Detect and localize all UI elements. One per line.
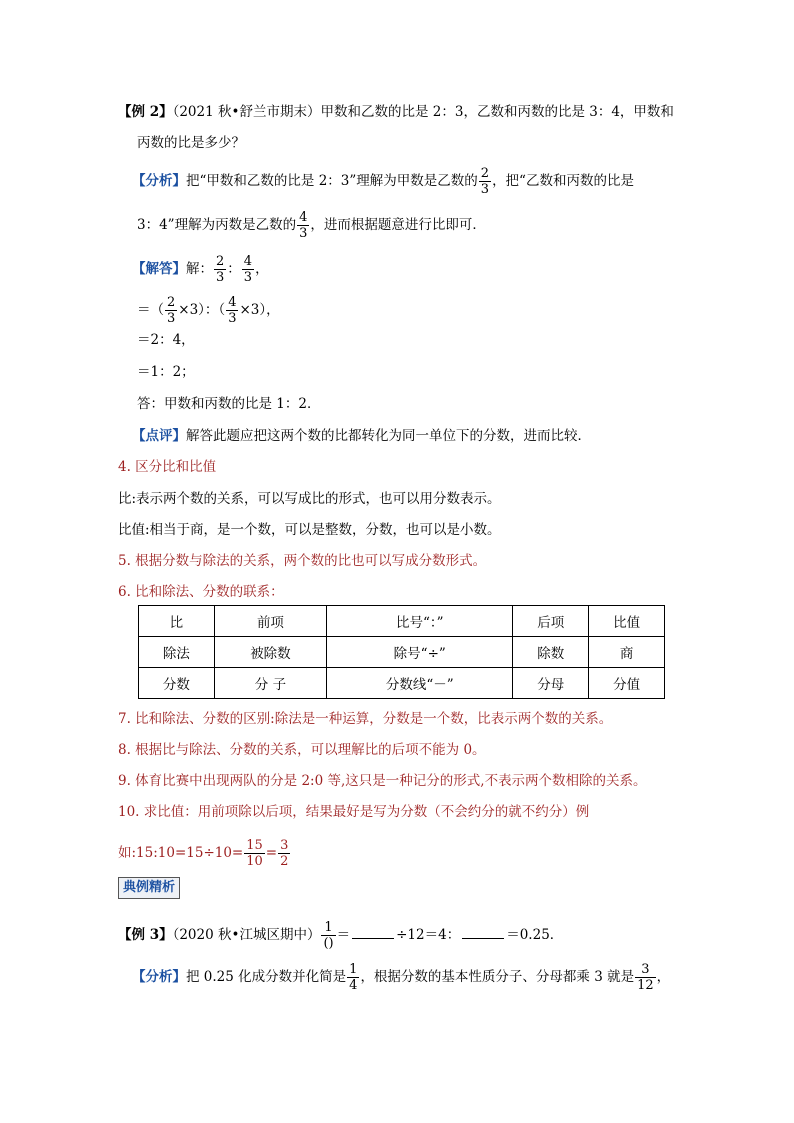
example2-question-line2 bbox=[137, 133, 245, 153]
analysis-text-4: ，进而根据题意进行比即可． bbox=[310, 217, 486, 233]
table-cell: 比值 bbox=[589, 606, 665, 637]
fraction-3-12: $\frac{3}{12}$ bbox=[637, 962, 654, 993]
table-row bbox=[139, 606, 665, 637]
example3-question bbox=[118, 920, 563, 951]
point-10-line1: 10. 求比值：用前项除以后项，结果最好是写为分数（不会约分的就不约分）例 bbox=[118, 804, 590, 820]
comma: ， bbox=[255, 261, 269, 277]
point-9: 9. 体育比赛中出现两队的分是 2:0 等,这只是一种记分的形式,不表示两个数相除的关系。 bbox=[118, 773, 647, 789]
example2-comment bbox=[132, 426, 591, 446]
times-3-end: ×3）， bbox=[239, 302, 280, 318]
answer-blank-1[interactable] bbox=[352, 926, 394, 939]
table-cell: 比 bbox=[139, 606, 215, 637]
point-4-bizhi: 比值:相当于商，是一个数，可以是整数，分数，也可以是小数。 bbox=[118, 522, 501, 538]
example2-step2: ＝2：4， bbox=[137, 332, 195, 348]
table-cell: 商 bbox=[589, 637, 665, 668]
equals: = bbox=[265, 845, 278, 861]
analysis-text-2: ，把“乙数和丙数的比是 bbox=[492, 173, 634, 189]
table-cell: 后项 bbox=[513, 606, 589, 637]
example2-label: 【例 2】 bbox=[118, 104, 173, 120]
equals-2: ＝0.25． bbox=[506, 927, 564, 943]
point-8: 8. 根据比与除法、分数的关系，可以理解比的后项不能为 0。 bbox=[118, 742, 486, 758]
table-cell: 分母 bbox=[513, 668, 589, 699]
example-calc: 如:15:10=15÷10= bbox=[118, 845, 244, 861]
example3-source: （2020 秋•江城区期中） bbox=[172, 927, 321, 943]
example3-analysis bbox=[132, 962, 670, 993]
fraction-1-blank: $\frac{1}{()}$ bbox=[323, 920, 334, 951]
example2-final-answer: 答：甲数和丙数的比是 1：2． bbox=[137, 396, 321, 412]
divide-12: ÷12＝4： bbox=[396, 927, 461, 943]
fraction-4-3: $\frac{4}{3}$ bbox=[228, 295, 237, 326]
analysis-text: 把 0.25 化成分数并化简是 bbox=[186, 969, 347, 985]
comment-text: 解答此题应把这两个数的比都转化为同一单位下的分数，进而比较． bbox=[186, 428, 591, 444]
answer-prefix: 解： bbox=[186, 261, 213, 277]
table-row bbox=[139, 668, 665, 699]
table-cell: 除数 bbox=[513, 637, 589, 668]
table-cell: 分数线“－” bbox=[327, 668, 513, 699]
fraction-2-3: $\frac{2}{3}$ bbox=[480, 166, 490, 197]
step1-open: ＝（ bbox=[137, 302, 164, 318]
example2-answer-line1 bbox=[132, 254, 269, 285]
example2-analysis-line1 bbox=[132, 166, 634, 197]
table-cell: 分数 bbox=[139, 668, 215, 699]
table-cell: 比号“：” bbox=[327, 606, 513, 637]
analysis-tag: 【分析】 bbox=[132, 173, 186, 189]
table-cell: 除法 bbox=[139, 637, 215, 668]
point-4-bi: 比:表示两个数的关系，可以写成比的形式，也可以用分数表示。 bbox=[118, 491, 501, 507]
relation-table-body bbox=[139, 606, 665, 699]
section-tag: 典例精析 bbox=[118, 877, 180, 899]
example2-source: （2021 秋•舒兰市期末） bbox=[172, 104, 321, 120]
colon: ： bbox=[227, 261, 241, 277]
example2-step3: ＝1：2； bbox=[137, 364, 195, 380]
fraction-1-4: $\frac{1}{4}$ bbox=[349, 962, 358, 993]
example2-question-line1 bbox=[118, 102, 674, 122]
fraction-2-3: $\frac{2}{3}$ bbox=[167, 295, 176, 326]
times-3: ×3）：（ bbox=[178, 302, 226, 318]
analysis-end: ， bbox=[656, 969, 671, 985]
table-cell: 分 子 bbox=[214, 668, 326, 699]
fraction-15-10: $\frac{15}{10}$ bbox=[246, 838, 263, 869]
relation-table bbox=[138, 605, 665, 699]
point-4-heading: 4. 区分比和比值 bbox=[118, 459, 217, 475]
table-cell: 除号“÷” bbox=[327, 637, 513, 668]
table-cell: 分值 bbox=[589, 668, 665, 699]
table-cell: 前项 bbox=[214, 606, 326, 637]
point-6: 6. 比和除法、分数的联系： bbox=[118, 584, 284, 600]
analysis-tag: 【分析】 bbox=[132, 969, 186, 985]
point-7: 7. 比和除法、分数的区别:除法是一种运算，分数是一个数，比表示两个数的关系。 bbox=[118, 711, 613, 727]
example2-answer-line2 bbox=[137, 295, 280, 326]
example3-label: 【例 3】 bbox=[118, 927, 173, 943]
example2-question: 甲数和乙数的比是 2：3，乙数和丙数的比是 3：4，甲数和 bbox=[320, 104, 674, 120]
answer-tag: 【解答】 bbox=[132, 261, 186, 277]
point-10-line2 bbox=[118, 838, 291, 869]
table-cell: 被除数 bbox=[214, 637, 326, 668]
table-row bbox=[139, 637, 665, 668]
fraction-3-2: $\frac{3}{2}$ bbox=[280, 838, 289, 869]
analysis-text-2: ，根据分数的基本性质分子、分母都乘 3 就是 bbox=[360, 969, 635, 985]
fraction-4-3: $\frac{4}{3}$ bbox=[243, 254, 253, 285]
example2-analysis-line2 bbox=[137, 210, 486, 241]
point-5: 5. 根据分数与除法的关系，两个数的比也可以写成分数形式。 bbox=[118, 553, 487, 569]
comment-tag: 【点评】 bbox=[132, 428, 186, 444]
fraction-4-3: $\frac{4}{3}$ bbox=[299, 210, 308, 241]
answer-blank-2[interactable] bbox=[462, 926, 504, 939]
example2-question-cont: 丙数的比是多少？ bbox=[137, 135, 245, 151]
analysis-text-3: 3：4”理解为丙数是乙数的 bbox=[137, 217, 297, 233]
fraction-2-3: $\frac{2}{3}$ bbox=[216, 254, 225, 285]
analysis-text: 把“甲数和乙数的比是 2：3”理解为甲数是乙数的 bbox=[186, 173, 478, 189]
equals-1: ＝ bbox=[336, 927, 351, 943]
